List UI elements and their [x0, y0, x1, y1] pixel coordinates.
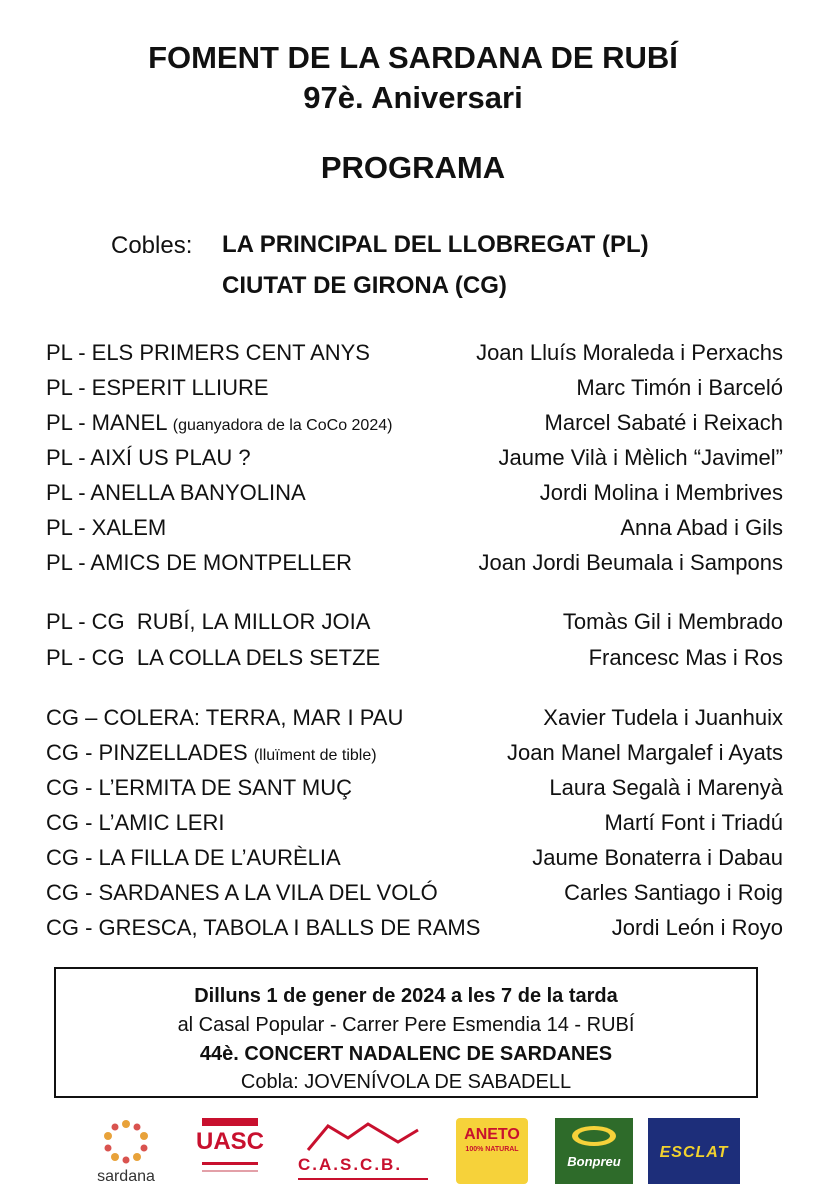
piece-title: PL - CG LA COLLA DELS SETZE [46, 645, 381, 670]
program-row [46, 410, 783, 440]
cascb-mark-icon [288, 1118, 438, 1158]
piece-title: PL - ELS PRIMERS CENT ANYS [46, 340, 370, 365]
bonpreu-logo-text: Bonpreu [567, 1154, 621, 1169]
concert-info-box [54, 967, 758, 1098]
piece-composer: Marcel Sabaté i Reixach [544, 410, 783, 435]
concert-date: Dilluns 1 de gener de 2024 a les 7 de la tarda [194, 985, 618, 1007]
uasc-logo-text: UASC [196, 1128, 265, 1155]
bonpreu-logo [555, 1118, 633, 1184]
piece-title: PL - ANELLA BANYOLINA [46, 480, 306, 505]
piece-composer: Laura Segalà i Marenyà [549, 775, 783, 800]
concert-name: 44è. CONCERT NADALENC DE SARDANES [199, 1043, 613, 1065]
program-row [46, 340, 783, 370]
aneto-logo-text: ANETO [464, 1126, 520, 1143]
piece-title: PL - CG RUBÍ, LA MILLOR JOIA [46, 609, 371, 634]
program-row [46, 645, 783, 675]
uasc-logo [196, 1118, 264, 1188]
sardana-logo [86, 1118, 166, 1190]
piece-title: CG – COLERA: TERRA, MAR I PAU [46, 705, 404, 730]
piece-composer: Martí Font i Triadú [604, 810, 783, 835]
aneto-logo-subtext: 100% NATURAL [465, 1146, 519, 1153]
piece-composer: Jordi León i Royo [611, 915, 783, 940]
sardana-circle-icon [86, 1118, 166, 1168]
piece-title: CG - PINZELLADES (lluïment de tible) [46, 740, 377, 765]
piece-title: PL - ESPERIT LLIURE [46, 375, 269, 400]
program-row [46, 775, 783, 805]
program-row [46, 845, 783, 875]
piece-composer: Francesc Mas i Ros [588, 645, 783, 670]
piece-title: PL - XALEM [46, 515, 167, 540]
cobla-ciutat-girona: CIUTAT DE GIRONA (CG) [222, 272, 507, 299]
piece-composer: Jordi Molina i Membrives [539, 480, 783, 505]
piece-note: (guanyadora de la CoCo 2024) [172, 417, 393, 434]
anniversary-subtitle: 97è. Aniversari [303, 80, 523, 115]
concert-venue: al Casal Popular - Carrer Pere Esmendia 14 - RUBÍ [177, 1014, 635, 1036]
program-row [46, 445, 783, 475]
cobla-principal-llobregat: LA PRINCIPAL DEL LLOBREGAT (PL) [222, 231, 649, 258]
program-row [46, 480, 783, 510]
piece-composer: Tomàs Gil i Membrado [562, 609, 783, 634]
piece-composer: Marc Timón i Barceló [576, 375, 783, 400]
piece-title: CG - SARDANES A LA VILA DEL VOLÓ [46, 880, 438, 905]
program-row [46, 705, 783, 735]
piece-title: CG - LA FILLA DE L’AURÈLIA [46, 845, 341, 870]
program-row [46, 915, 783, 945]
esclat-logo [648, 1118, 740, 1184]
page-title: FOMENT DE LA SARDANA DE RUBÍ [148, 40, 678, 75]
piece-title: CG - L’ERMITA DE SANT MUÇ [46, 775, 353, 800]
piece-composer: Joan Jordi Beumala i Sampons [478, 550, 783, 575]
cobles-label: Cobles: [111, 232, 193, 259]
program-row [46, 880, 783, 910]
sardana-logo-text: sardana [97, 1168, 155, 1185]
cascb-logo-text: C.A.S.C.B. [298, 1155, 403, 1174]
piece-title: PL - AIXÍ US PLAU ? [46, 445, 251, 470]
piece-composer: Carles Santiago i Roig [564, 880, 783, 905]
cascb-logo [288, 1118, 438, 1186]
esclat-logo-text: ESCLAT [659, 1144, 729, 1161]
piece-composer: Xavier Tudela i Juanhuix [543, 705, 783, 730]
program-heading: PROGRAMA [320, 150, 506, 185]
program-row [46, 810, 783, 840]
program-row [46, 740, 783, 770]
bonpreu-leaf-icon [555, 1118, 633, 1148]
program-row [46, 375, 783, 405]
piece-composer: Jaume Vilà i Mèlich “Javimel” [498, 445, 783, 470]
program-row [46, 550, 783, 580]
program-row [46, 515, 783, 545]
piece-note: (lluïment de tible) [253, 747, 377, 764]
piece-composer: Jaume Bonaterra i Dabau [532, 845, 783, 870]
piece-composer: Anna Abad i Gils [620, 515, 783, 540]
piece-composer: Joan Lluís Moraleda i Perxachs [476, 340, 783, 365]
aneto-logo [456, 1118, 528, 1184]
piece-composer: Joan Manel Margalef i Ayats [507, 740, 783, 765]
program-row [46, 609, 783, 639]
piece-title: CG - GRESCA, TABOLA I BALLS DE RAMS [46, 915, 481, 940]
concert-cobla: Cobla: JOVENÍVOLA DE SABADELL [240, 1071, 572, 1093]
piece-title: PL - MANEL (guanyadora de la CoCo 2024) [46, 410, 393, 435]
piece-title: CG - L’AMIC LERI [46, 810, 225, 835]
piece-title: PL - AMICS DE MONTPELLER [46, 550, 353, 575]
